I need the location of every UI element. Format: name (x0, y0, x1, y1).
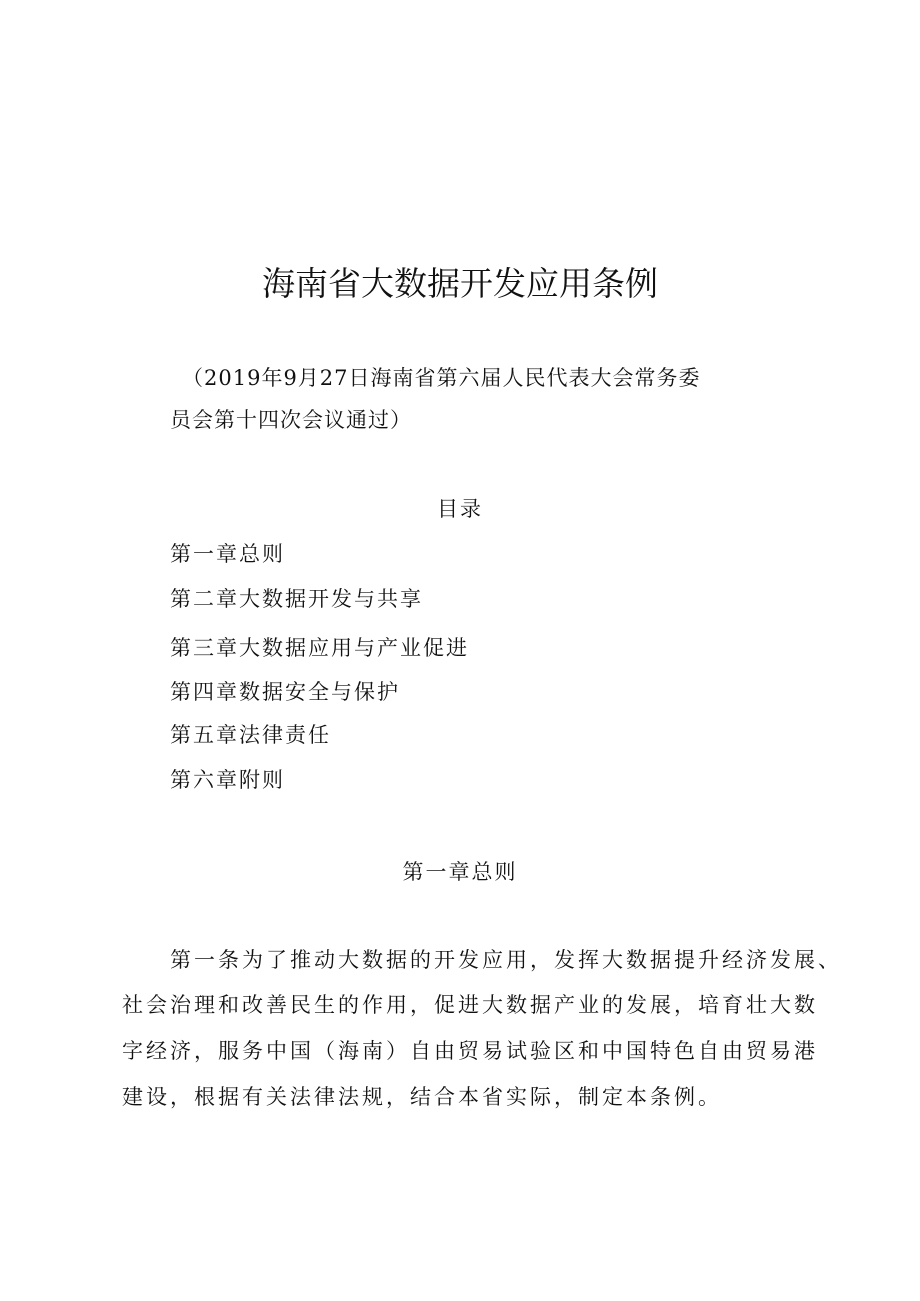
toc-item-chapter-5: 第五章法律责任 (170, 723, 331, 747)
toc-item-chapter-3: 第三章大数据应用与产业促进 (170, 636, 469, 660)
chapter-1-heading: 第一章总则 (402, 860, 518, 884)
toc-item-chapter-1: 第一章总则 (170, 542, 285, 566)
article-1-line-1: 第一条为了推动大数据的开发应用，发挥大数据提升经济发展、 (170, 948, 842, 972)
toc-heading: 目录 (437, 497, 483, 521)
toc-item-chapter-4: 第四章数据安全与保护 (170, 680, 400, 704)
toc-item-chapter-6: 第六章附则 (170, 768, 285, 792)
adoption-note-line-1: （2019年9月27日海南省第六届人民代表大会常务委 (182, 366, 701, 390)
article-1-line-4: 建设，根据有关法律法规，结合本省实际，制定本条例。 (122, 1085, 722, 1109)
adoption-note-line-2: 员会第十四次会议通过） (170, 408, 412, 432)
toc-item-chapter-2: 第二章大数据开发与共享 (170, 587, 423, 611)
document-title: 海南省大数据开发应用条例 (262, 264, 658, 303)
article-1-line-2: 社会治理和改善民生的作用，促进大数据产业的发展，培育壮大数 (122, 993, 818, 1017)
article-1-line-3: 字经济，服务中国（海南）自由贸易试验区和中国特色自由贸易港 (122, 1039, 818, 1063)
